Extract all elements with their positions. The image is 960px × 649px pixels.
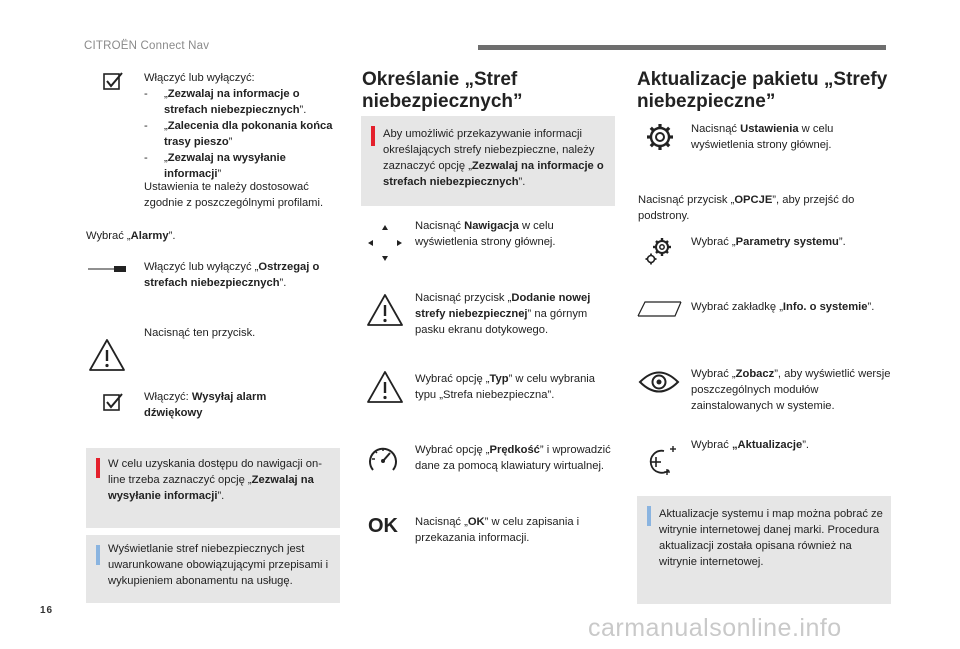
warning-triangle-icon xyxy=(88,338,126,372)
system-gears-icon xyxy=(643,236,677,266)
toggle-switch-icon xyxy=(88,265,128,273)
alert-toggle-text: Włączyć lub wyłączyć „Ostrzegaj o strefach niebezpiecznych”. xyxy=(144,261,320,289)
warning-note xyxy=(86,448,340,528)
update-plus-icon xyxy=(643,444,679,478)
warning-note xyxy=(361,116,615,206)
step-navigation-text: Nacisnąć Nawigacja w celu wyświetlenia strony głównej. xyxy=(415,220,556,248)
step-speed-text: Wybrać opcję „Prędkość” i wprowadzić dane za pomocą klawiatury wirtualnej. xyxy=(415,444,611,472)
step-type-text: Wybrać opcję „Typ” w celu wybrania typu „Strefa niebezpieczna”. xyxy=(415,373,596,401)
warning-mark-icon xyxy=(96,458,100,478)
info-note xyxy=(637,496,891,604)
settings-gear-icon xyxy=(644,121,676,153)
info-mark-icon xyxy=(647,506,651,526)
warning-mark-icon xyxy=(371,126,375,146)
warning-note-text: W celu uzyskania dostępu do nawigacji on-line trzeba zaznaczyć opcję „Zezwalaj na wysyłanie informacji”. xyxy=(108,458,322,502)
step-ok-text: Nacisnąć „OK” w celu zapisania i przekazania informacji. xyxy=(415,516,580,544)
step-add-zone-text: Nacisnąć przycisk „Dodanie nowej strefy niebezpiecznej” na górnym pasku ekranu dotykowego. xyxy=(415,292,591,336)
navigation-arrows-icon xyxy=(366,222,404,264)
select-alarmy-text: Wybrać „Alarmy”. xyxy=(86,230,176,242)
header-title: CITROËN Connect Nav xyxy=(84,40,210,52)
warning-triangle-icon xyxy=(366,370,404,404)
checkbox-icon xyxy=(102,71,124,91)
step-settings-text: Nacisnąć Ustawienia w celu wyświetlenia strony głównej. xyxy=(691,123,834,151)
warning-triangle-icon xyxy=(366,293,404,327)
sound-alarm-text: Włączyć: Wysyłaj alarm dźwiękowy xyxy=(144,391,267,419)
info-mark-icon xyxy=(96,545,100,565)
watermark: carmanualsonline.info xyxy=(588,614,842,642)
info-note-text: Aktualizacje systemu i map można pobrać ze witrynie internetowej danej marki. Procedura aktualizacji została opisana również na witrynie internetowej. xyxy=(659,508,883,568)
profile-note: Ustawienia te należy dostosować zgodnie z poszczególnymi profilami. xyxy=(144,181,324,209)
info-note xyxy=(86,535,340,603)
section-heading: Aktualizacje pakietu „Strefy niebezpieczne” xyxy=(637,69,888,112)
tab-outline-icon xyxy=(637,300,683,318)
step-updates-text: Wybrać „Aktualizacje”. xyxy=(691,439,810,451)
toggle-options-block xyxy=(144,70,340,182)
press-button-text: Nacisnąć ten przycisk. xyxy=(144,327,256,339)
info-note-text: Wyświetlanie stref niebezpiecznych jest uwarunkowane obowiązującymi przepisami i wykupieniem abonamentu na usługę. xyxy=(108,543,329,587)
list-item: - „Zalecenia dla pokonania końca trasy pieszo” xyxy=(144,120,333,148)
eye-icon xyxy=(638,369,680,395)
lead-text: Włączyć lub wyłączyć: xyxy=(144,72,255,84)
speedometer-icon xyxy=(366,443,400,477)
warning-note-text: Aby umożliwić przekazywanie informacji określających strefy niebezpieczne, należy zaznaczyć opcję „Zezwalaj na informacje o strefach niebezpiecznych”. xyxy=(383,128,604,188)
step-system-info-text: Wybrać zakładkę „Info. o systemie”. xyxy=(691,301,875,313)
page-number: 16 xyxy=(40,605,54,616)
header-bar xyxy=(478,45,886,50)
step-system-params-text: Wybrać „Parametry systemu”. xyxy=(691,236,846,248)
section-heading: Określanie „Stref niebezpiecznych” xyxy=(362,69,523,112)
step-view-text: Wybrać „Zobacz”, aby wyświetlić wersje poszczególnych modułów zainstalowanych w systemie. xyxy=(691,368,891,412)
ok-icon: OK xyxy=(368,515,398,537)
list-item: - „Zezwalaj na wysyłanie informacji” xyxy=(144,152,286,180)
checkbox-icon xyxy=(102,392,124,412)
options-paragraph: Nacisnąć przycisk „OPCJE”, aby przejść do podstrony. xyxy=(638,194,855,222)
list-item: - „Zezwalaj na informacje o strefach niebezpiecznych”. xyxy=(144,88,307,116)
